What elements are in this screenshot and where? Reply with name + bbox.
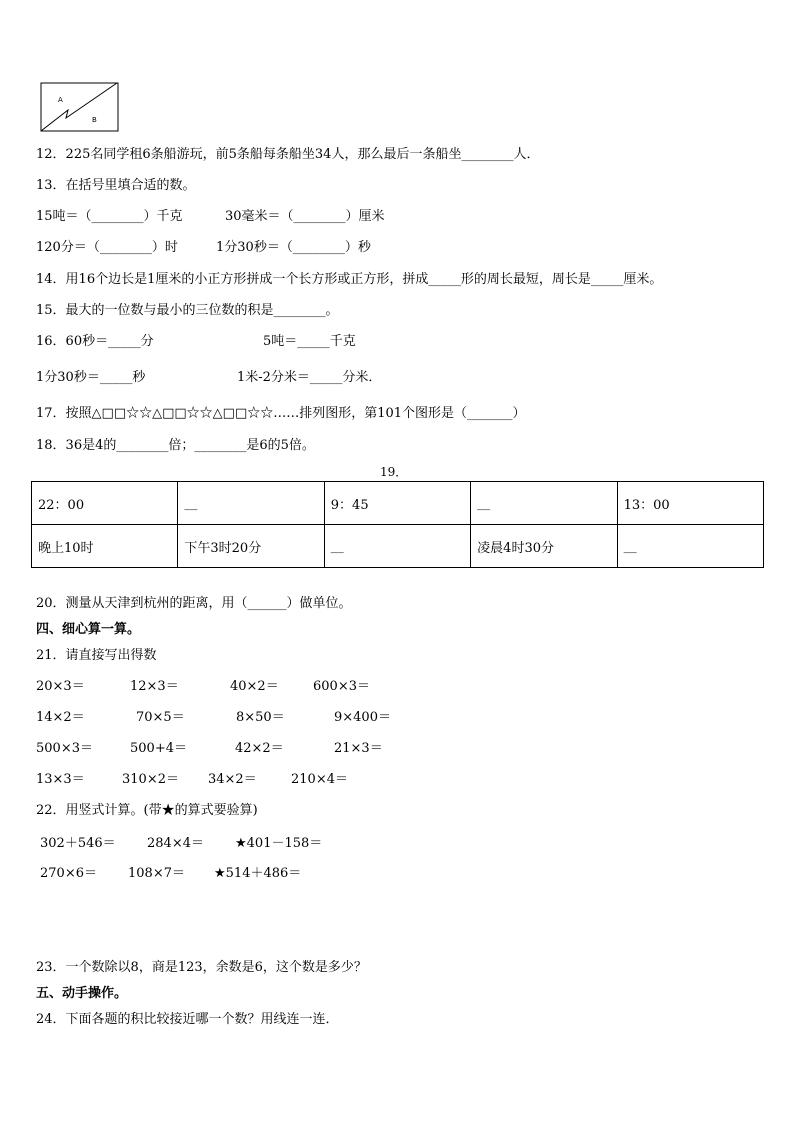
q21-item: 500×3＝ — [36, 741, 93, 756]
question-14: 14．用16个边长是1厘米的小正方形拼成一个长方形或正方形，拼成_____形的周长最短，周长是_____厘米。 — [36, 272, 663, 287]
table-cell-blank: __ — [178, 482, 324, 525]
q21-item: 20×3＝ — [36, 679, 85, 694]
q22-item: ★401－158＝ — [235, 836, 323, 851]
q21-item: 12×3＝ — [130, 679, 179, 694]
question-22: 22．用竖式计算。(带★的算式要验算) — [36, 803, 258, 818]
label-a: A — [58, 96, 63, 104]
question-16-item-1: 16．60秒＝_____分 — [36, 334, 154, 349]
table-cell-blank: __ — [471, 482, 617, 525]
q21-item: 500+4＝ — [130, 741, 187, 756]
table-cell-blank: __ — [617, 525, 763, 568]
q21-item: 21×3＝ — [334, 741, 383, 756]
question-12: 12．225名同学租6条船游玩，前5条船每条船坐34人，那么最后一条船坐________人． — [36, 147, 540, 162]
question-24: 24．下面各题的积比较接近哪一个数？用线连一连． — [36, 1012, 339, 1027]
q21-item: 34×2＝ — [208, 772, 257, 787]
question-20: 20．测量从天津到杭州的距离，用（______）做单位。 — [36, 596, 352, 611]
question-13-item-3: 120分＝（________）时 — [36, 240, 178, 255]
time-table — [31, 481, 764, 568]
q21-item: 14×2＝ — [36, 710, 85, 725]
section-5-heading: 五、动手操作。 — [36, 986, 128, 1001]
q21-item: 13×3＝ — [36, 772, 85, 787]
table-cell-blank: __ — [324, 525, 470, 568]
rectangle-figure — [40, 82, 120, 138]
question-17: 17．按照△□□☆☆△□□☆☆△□□☆☆……排列图形，第101个图形是（_______） — [36, 406, 526, 421]
question-13-item-1: 15吨＝（________）千克 — [36, 209, 183, 224]
table-cell: 9：45 — [324, 482, 470, 525]
q21-item: 70×5＝ — [136, 710, 185, 725]
rectangle-diagram — [40, 82, 120, 134]
q22-item: 108×7＝ — [128, 866, 185, 881]
q21-item: 40×2＝ — [230, 679, 279, 694]
q21-item: 210×4＝ — [291, 772, 348, 787]
question-16-item-4: 1米-2分米＝_____分米． — [237, 370, 382, 385]
q21-item: 8×50＝ — [236, 710, 285, 725]
question-16-item-2: 5吨＝_____千克 — [263, 334, 356, 349]
question-13-item-2: 30毫米＝（________）厘米 — [225, 209, 385, 224]
question-13-item-4: 1分30秒＝（________）秒 — [216, 240, 371, 255]
question-21: 21．请直接写出得数 — [36, 648, 157, 663]
q22-item: 302＋546＝ — [40, 836, 116, 851]
q21-item: 42×2＝ — [235, 741, 284, 756]
table-row — [32, 525, 764, 568]
q22-item: ★514＋486＝ — [214, 866, 302, 881]
question-19-label: 19． — [380, 465, 408, 479]
q21-item: 310×2＝ — [122, 772, 179, 787]
question-16-item-3: 1分30秒＝_____秒 — [36, 370, 146, 385]
table-cell: 下午3时20分 — [178, 525, 324, 568]
q21-item: 9×400＝ — [334, 710, 391, 725]
label-b: B — [92, 116, 97, 124]
question-18: 18．36是4的________倍；________是6的5倍。 — [36, 438, 315, 453]
table-cell: 晚上10时 — [32, 525, 178, 568]
q21-item: 600×3＝ — [313, 679, 370, 694]
q22-item: 284×4＝ — [147, 836, 204, 851]
question-23: 23．一个数除以8，商是123，余数是6，这个数是多少？ — [36, 960, 367, 975]
table-cell: 13：00 — [617, 482, 763, 525]
section-4-heading: 四、细心算一算。 — [36, 622, 141, 637]
table-row — [32, 482, 764, 525]
q22-item: 270×6＝ — [40, 866, 97, 881]
question-13: 13．在括号里填合适的数。 — [36, 178, 196, 193]
table-cell: 22：00 — [32, 482, 178, 525]
table-cell: 凌晨4时30分 — [471, 525, 617, 568]
question-15: 15．最大的一位数与最小的三位数的积是________。 — [36, 303, 339, 318]
